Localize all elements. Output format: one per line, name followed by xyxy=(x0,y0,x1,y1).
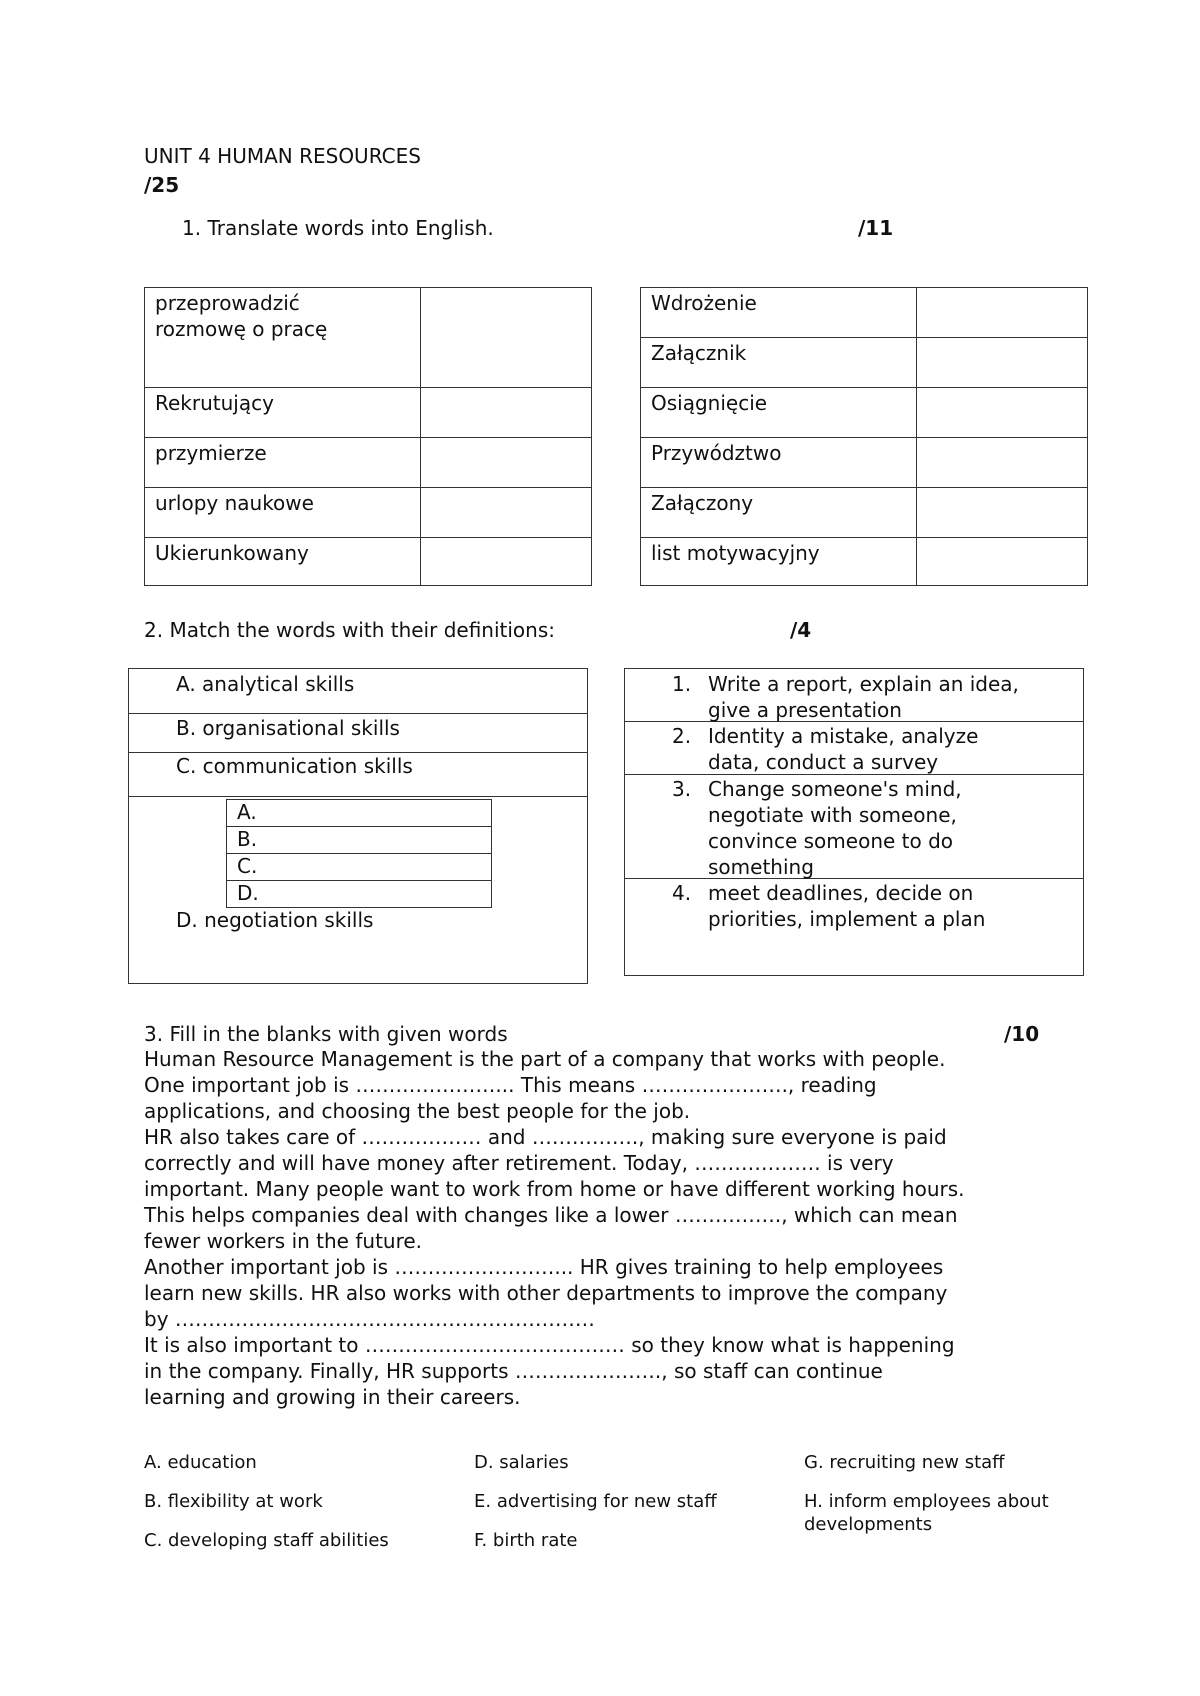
ex1-word: Wdrożenie xyxy=(641,288,917,338)
ex1-word: Przywództwo xyxy=(641,438,917,488)
def-number: 2. xyxy=(672,724,692,748)
definition-3-line: negotiate with someone, xyxy=(708,803,957,827)
ex1-right-table xyxy=(640,287,1088,586)
definition-3-line: Change someone's mind, xyxy=(708,777,962,801)
paragraph-line: important. Many people want to work from home or have different working hours. xyxy=(144,1177,965,1201)
paragraph-line: learning and growing in their careers. xyxy=(144,1385,521,1409)
answer-cell[interactable] xyxy=(916,538,1087,586)
answer-cell[interactable] xyxy=(420,288,591,388)
answer-row[interactable]: B. xyxy=(227,827,492,854)
paragraph-line: It is also important to ………………………………… so they know what is happening xyxy=(144,1333,955,1357)
paragraph-line: applications, and choosing the best people for the job. xyxy=(144,1099,691,1123)
answer-cell[interactable] xyxy=(420,388,591,438)
option-f: F. birth rate xyxy=(474,1530,578,1551)
ex1-left-table xyxy=(144,287,592,586)
page-title: UNIT 4 HUMAN RESOURCES xyxy=(144,144,421,168)
paragraph-line: One important job is …………………... This means …………………., reading xyxy=(144,1073,877,1097)
answer-cell[interactable] xyxy=(420,488,591,538)
skill-b: B. organisational skills xyxy=(176,716,400,740)
answer-cell[interactable] xyxy=(916,488,1087,538)
divider xyxy=(128,752,588,753)
def-number: 1. xyxy=(672,672,692,696)
ex1-word: Załącznik xyxy=(641,338,917,388)
skill-c: C. communication skills xyxy=(176,754,413,778)
option-c: C. developing staff abilities xyxy=(144,1530,389,1551)
ex1-word: Osiągnięcie xyxy=(641,388,917,438)
total-score: /25 xyxy=(144,173,180,197)
definition-3-line: something xyxy=(708,855,814,879)
option-a: A. education xyxy=(144,1452,257,1473)
answer-row[interactable]: A. xyxy=(227,800,492,827)
ex1-word: list motywacyjny xyxy=(641,538,917,586)
answer-table xyxy=(226,799,492,908)
ex3-title: 3. Fill in the blanks with given words xyxy=(144,1022,508,1046)
word: przeprowadzić xyxy=(155,291,300,315)
skill-d: D. negotiation skills xyxy=(176,908,374,932)
ex3-score: /10 xyxy=(1004,1022,1040,1046)
definition-2-line: Identity a mistake, analyze xyxy=(708,724,979,748)
answer-cell[interactable] xyxy=(420,438,591,488)
paragraph-line: Another important job is ……………………... HR gives training to help employees xyxy=(144,1255,944,1279)
definition-3-line: convince someone to do xyxy=(708,829,954,853)
option-b: B. flexibility at work xyxy=(144,1491,323,1512)
ex1-title: 1. Translate words into English. xyxy=(182,216,494,240)
ex1-score: /11 xyxy=(858,216,894,240)
definition-4-line: priorities, implement a plan xyxy=(708,907,986,931)
ex1-word: Ukierunkowany xyxy=(145,538,421,586)
ex1-word: Załączony xyxy=(641,488,917,538)
definition-2-line: data, conduct a survey xyxy=(708,750,939,774)
paragraph-line: fewer workers in the future. xyxy=(144,1229,423,1253)
fill-in-paragraph xyxy=(144,1046,1084,1410)
ex1-word: przymierze xyxy=(145,438,421,488)
ex2-score: /4 xyxy=(790,618,812,642)
ex2-title: 2. Match the words with their definitions: xyxy=(144,618,555,642)
def-number: 3. xyxy=(672,777,692,801)
answer-row[interactable]: D. xyxy=(227,881,492,908)
paragraph-line: by ……………………………………………………… xyxy=(144,1307,595,1331)
paragraph-line: correctly and will have money after retirement. Today, ………………. is very xyxy=(144,1151,894,1175)
divider xyxy=(128,796,588,797)
paragraph-line: This helps companies deal with changes like a lower ……………., which can mean xyxy=(144,1203,958,1227)
paragraph-line: Human Resource Management is the part of a company that works with people. xyxy=(144,1047,946,1071)
option-h: H. inform employees about xyxy=(804,1491,1049,1512)
ex1-word: urlopy naukowe xyxy=(145,488,421,538)
paragraph-line: HR also takes care of ……………… and ……………., making sure everyone is paid xyxy=(144,1125,947,1149)
option-h-continued: developments xyxy=(804,1514,933,1535)
ex1-word: Rekrutujący xyxy=(145,388,421,438)
answer-cell[interactable] xyxy=(916,438,1087,488)
definition-1-line: give a presentation xyxy=(708,698,902,722)
paragraph-line: in the company. Finally, HR supports …………………., so staff can continue xyxy=(144,1359,883,1383)
option-g: G. recruiting new staff xyxy=(804,1452,1005,1473)
ex1-left-cell-1 xyxy=(145,288,421,388)
divider xyxy=(624,774,1084,775)
answer-cell[interactable] xyxy=(916,388,1087,438)
answer-cell[interactable] xyxy=(916,288,1087,338)
divider xyxy=(128,713,588,714)
answer-cell[interactable] xyxy=(916,338,1087,388)
word: rozmowę o pracę xyxy=(155,317,328,341)
def-number: 4. xyxy=(672,881,692,905)
option-d: D. salaries xyxy=(474,1452,569,1473)
paragraph-line: learn new skills. HR also works with other departments to improve the company xyxy=(144,1281,948,1305)
skill-a: A. analytical skills xyxy=(176,672,355,696)
definition-4-line: meet deadlines, decide on xyxy=(708,881,974,905)
divider xyxy=(624,878,1084,879)
answer-cell[interactable] xyxy=(420,538,591,586)
definition-1-line: Write a report, explain an idea, xyxy=(708,672,1019,696)
answer-row[interactable]: C. xyxy=(227,854,492,881)
option-e: E. advertising for new staff xyxy=(474,1491,717,1512)
